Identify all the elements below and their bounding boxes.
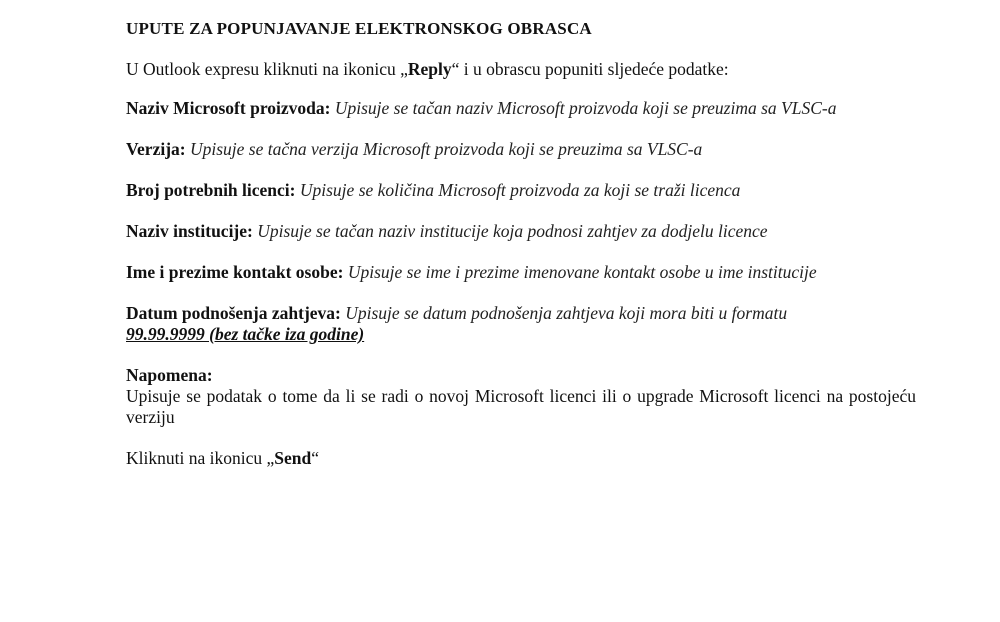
field-label: Ime i prezime kontakt osobe:: [126, 262, 344, 282]
field-label: Naziv institucije:: [126, 221, 253, 241]
field-description: Upisuje se tačan naziv Microsoft proizvoda koji se preuzima sa VLSC-a: [334, 98, 837, 118]
intro-text-after: “ i u obrascu popuniti sljedeće podatke:: [451, 59, 729, 79]
field-product-name: [126, 98, 916, 119]
send-keyword: Send: [274, 448, 312, 468]
field-license-count: [126, 180, 916, 201]
field-institution-name: [126, 221, 916, 242]
intro-text-before: U Outlook expresu kliknuti na ikonicu „: [126, 59, 408, 79]
field-label: Datum podnošenja zahtjeva:: [126, 303, 341, 323]
document-body: [126, 18, 916, 469]
date-format-example: 99.99.9999 (bez tačke iza godine): [126, 324, 365, 344]
closing-paragraph: [126, 448, 916, 469]
closing-text-before: Kliknuti na ikonicu „: [126, 448, 275, 468]
field-label: Broj potrebnih licenci:: [126, 180, 296, 200]
intro-paragraph: [126, 59, 916, 80]
note-block: [126, 365, 916, 428]
field-contact-person: [126, 262, 916, 283]
field-label: Naziv Microsoft proizvoda:: [126, 98, 331, 118]
note-text: Upisuje se podatak o tome da li se radi o novoj Microsoft licenci ili o upgrade Microsoft licenci na postojeću verziju: [126, 386, 916, 427]
field-description: Upisuje se količina Microsoft proizvoda za koji se traži licenca: [299, 180, 741, 200]
field-version: [126, 139, 916, 160]
field-request-date: [126, 303, 916, 345]
document-title: UPUTE ZA POPUNJAVANJE ELEKTRONSKOG OBRASCA: [126, 19, 592, 38]
reply-keyword: Reply: [407, 59, 452, 79]
field-description: Upisuje se ime i prezime imenovane kontakt osobe u ime institucije: [347, 262, 817, 282]
field-label: Verzija:: [126, 139, 186, 159]
field-description: Upisuje se datum podnošenja zahtjeva koji mora biti u formatu: [345, 303, 788, 323]
field-description: Upisuje se tačan naziv institucije koja podnosi zahtjev za dodjelu licence: [257, 221, 768, 241]
note-label: Napomena:: [126, 365, 213, 385]
closing-text-after: “: [311, 448, 319, 468]
field-description: Upisuje se tačna verzija Microsoft proizvoda koji se preuzima sa VLSC-a: [189, 139, 703, 159]
